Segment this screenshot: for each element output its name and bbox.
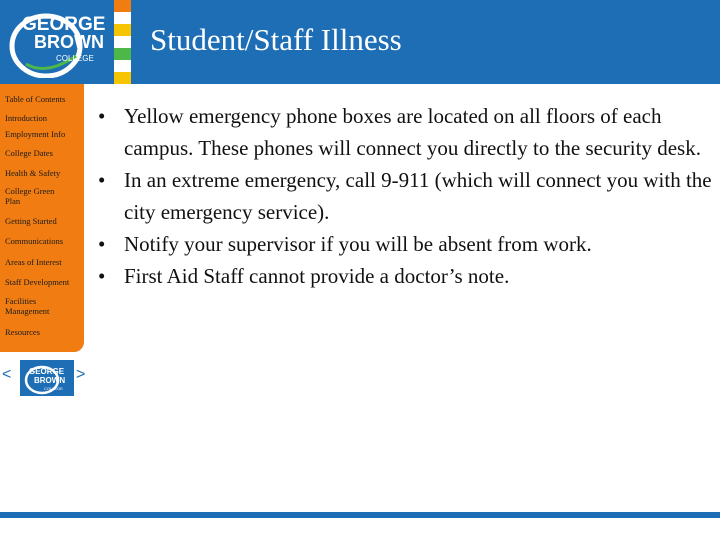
- mini-logo-line2: BROWN: [34, 376, 66, 385]
- bullet-dot-icon: •: [98, 264, 106, 288]
- mini-logo-line3: COLLEGE: [44, 386, 63, 391]
- sidebar-item-introduction[interactable]: Introduction: [5, 113, 48, 123]
- mini-logo-line1: GEORGE: [29, 367, 65, 376]
- content-area: [94, 100, 718, 292]
- color-strip-segment: [114, 72, 131, 84]
- sidebar-item-staff-development[interactable]: Staff Development: [5, 277, 70, 287]
- sidebar-item-health-safety[interactable]: Health & Safety: [5, 168, 61, 178]
- bullet-item: [94, 260, 718, 292]
- sidebar: [0, 84, 84, 352]
- sidebar-item-college-dates[interactable]: College Dates: [5, 148, 53, 158]
- bullet-item: [94, 164, 718, 228]
- color-strip-segment: [114, 12, 131, 24]
- color-strip-segment: [114, 36, 131, 48]
- bullet-item: [94, 100, 718, 164]
- sidebar-item-communications[interactable]: Communications: [5, 236, 64, 246]
- footer-divider: [0, 512, 720, 518]
- page-title: Student/Staff Illness: [150, 22, 402, 57]
- sidebar-item-resources[interactable]: Resources: [5, 327, 40, 337]
- george-brown-mini-logo[interactable]: [20, 360, 74, 396]
- bullet-text: In an extreme emergency, call 9-911 (which will connect you with the city emergency service).: [124, 168, 712, 224]
- bullet-dot-icon: •: [98, 168, 106, 192]
- george-brown-logo: [6, 6, 114, 78]
- sidebar-item-getting-started[interactable]: Getting Started: [5, 216, 57, 226]
- prev-arrow-button[interactable]: <: [2, 366, 12, 383]
- logo-line3: COLLEGE: [56, 54, 94, 63]
- logo-line1: GEORGE: [22, 14, 106, 35]
- color-strip-segment: [114, 24, 131, 36]
- sidebar-item-table-of-contents[interactable]: Table of Contents: [5, 94, 66, 104]
- sidebar-item-facilities-management[interactable]: Facilities Management: [5, 296, 50, 316]
- sidebar-item-college-green-plan[interactable]: College Green Plan: [5, 186, 55, 206]
- header-bar: [0, 0, 720, 84]
- slide-navigation: [0, 358, 92, 398]
- color-strip: [114, 0, 131, 84]
- next-arrow-button[interactable]: >: [76, 366, 86, 383]
- color-strip-segment: [114, 0, 131, 12]
- bullet-dot-icon: •: [98, 104, 106, 128]
- color-strip-segment: [114, 48, 131, 60]
- bullet-item: [94, 228, 718, 260]
- color-strip-segment: [114, 60, 131, 72]
- bullet-text: First Aid Staff cannot provide a doctor’s note.: [124, 264, 510, 288]
- sidebar-item-areas-of-interest[interactable]: Areas of Interest: [5, 257, 62, 267]
- bullet-text: Yellow emergency phone boxes are located on all floors of each campus. These phones will connect you directly to the security desk.: [124, 104, 701, 160]
- logo-line2: BROWN: [34, 32, 104, 52]
- bullet-text: Notify your supervisor if you will be absent from work.: [124, 232, 592, 256]
- bullet-dot-icon: •: [98, 232, 106, 256]
- sidebar-item-employment-info[interactable]: Employment Info: [5, 129, 66, 139]
